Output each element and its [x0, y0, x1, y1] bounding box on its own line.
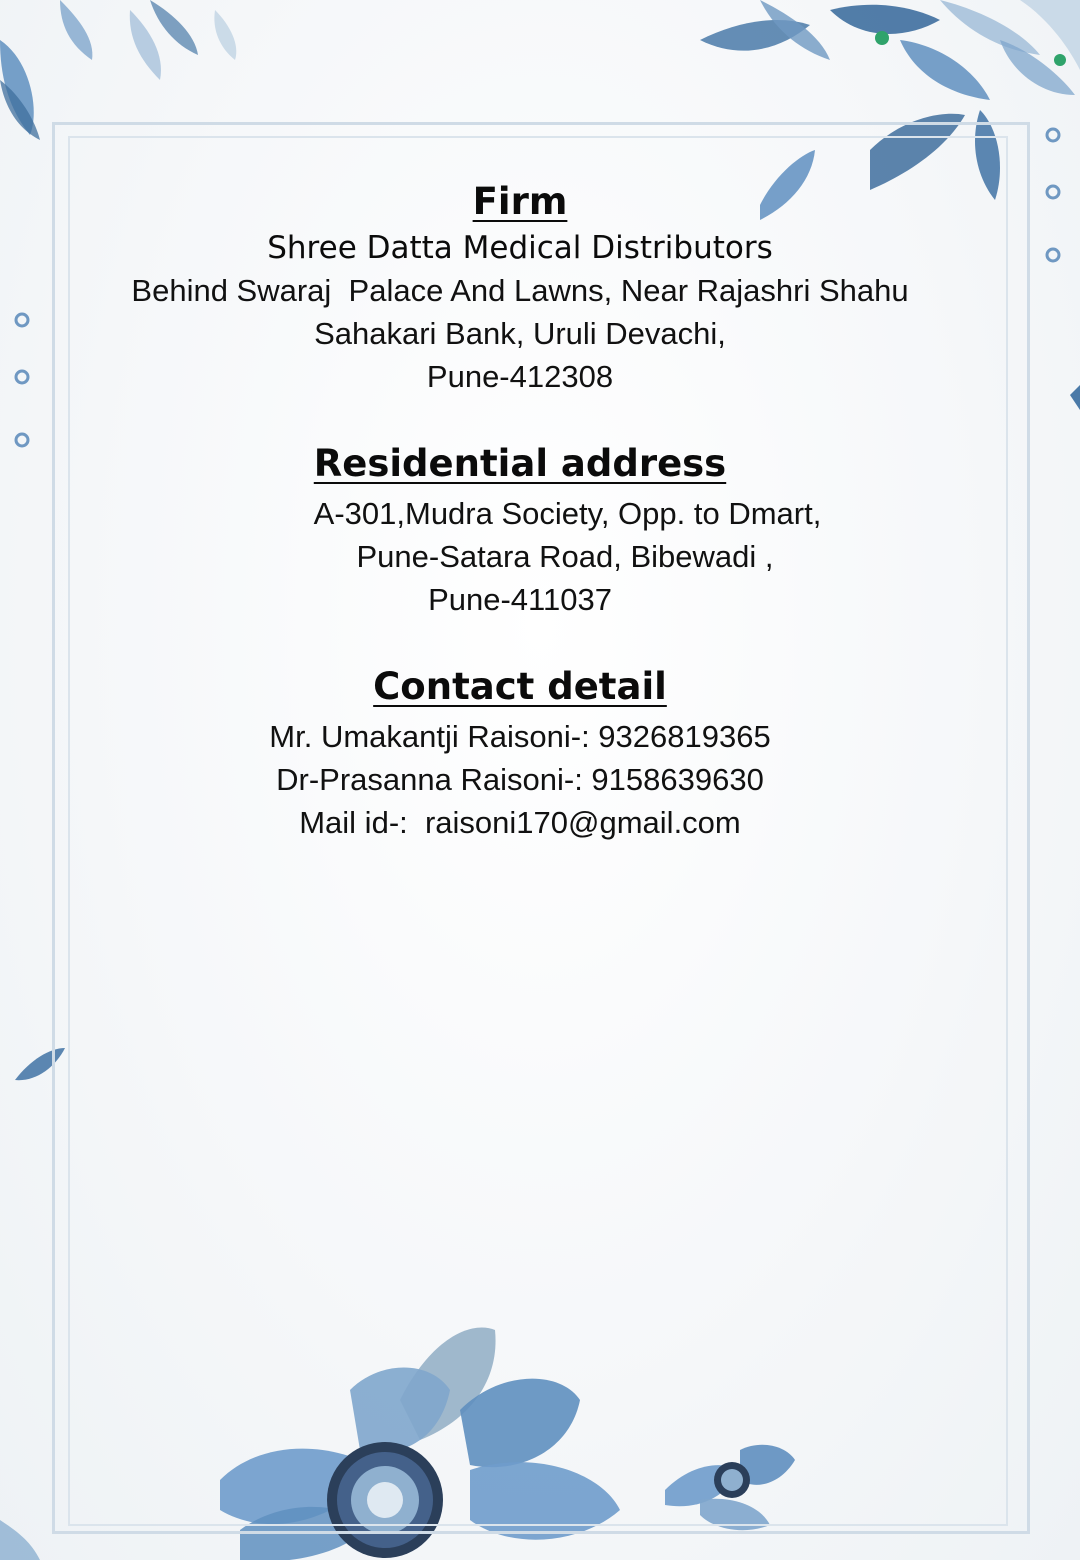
firm-address-line: Pune-412308 — [426, 358, 614, 394]
residential-heading: Residential address — [313, 441, 727, 485]
right-dots-decoration — [1040, 120, 1070, 270]
firm-address-line: Behind Swaraj Palace And Lawns, Near Rajashri Shahu — [131, 272, 909, 308]
residential-address-line: Pune-411037 — [428, 582, 612, 618]
firm-section — [80, 180, 960, 398]
top-left-leaves-decoration — [0, 0, 236, 140]
residential-address-line: Pune-Satara Road, Bibewadi , — [356, 539, 774, 575]
residential-address-line: A-301,Mudra Society, Opp. to Dmart, — [313, 496, 822, 532]
contact-heading: Contact detail — [373, 665, 667, 709]
firm-address-line: Sahakari Bank, Uruli Devachi, — [314, 315, 726, 351]
residential-section — [80, 442, 960, 621]
card-content — [80, 180, 960, 844]
contact-phone-prasanna: Dr-Prasanna Raisoni-: 9158639630 — [276, 762, 764, 798]
contact-phone-umakantji: Mr. Umakantji Raisoni-: 9326819365 — [269, 719, 771, 755]
firm-heading: Firm — [472, 180, 568, 223]
left-dots-decoration — [8, 305, 38, 455]
contact-email[interactable]: Mail id-: raisoni170@gmail.com — [299, 805, 741, 841]
contact-section — [80, 665, 960, 844]
firm-name: Shree Datta Medical Distributors — [267, 230, 773, 267]
